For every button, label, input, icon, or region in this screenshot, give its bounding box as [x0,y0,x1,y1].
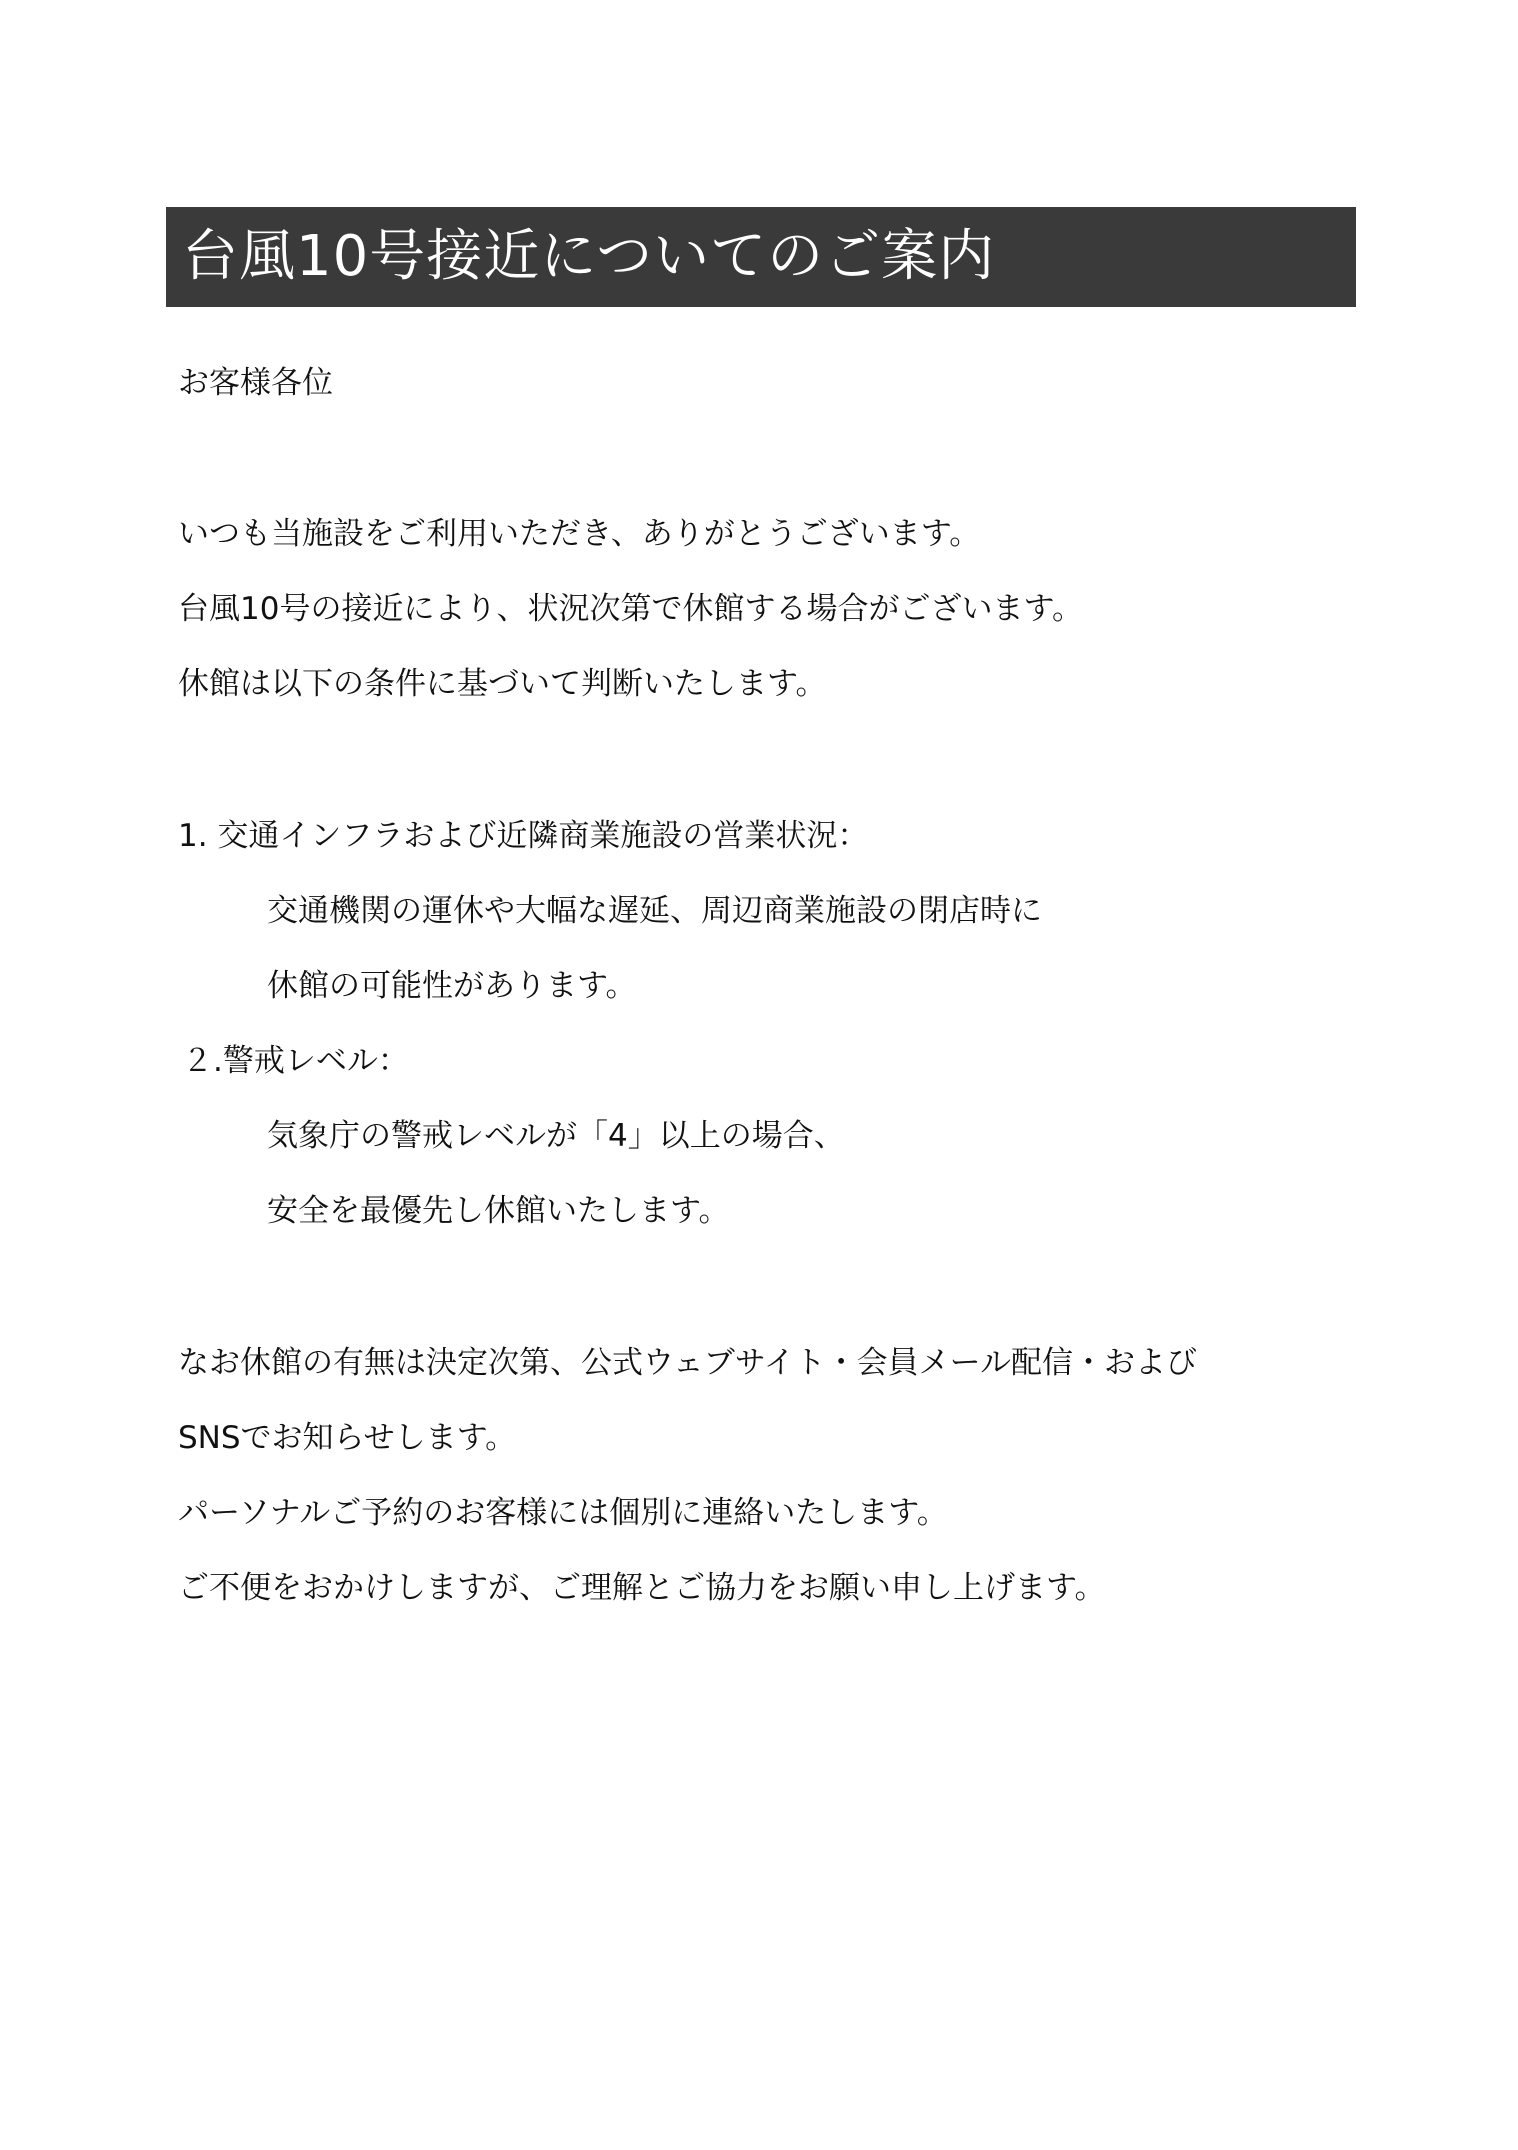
page-title: 台風10号接近についてのご案内 [182,224,996,289]
condition-1-heading: 1. 交通インフラおよび近隣商業施設の営業状況： [178,818,869,854]
closing-line-sns: SNSでお知らせします。 [178,1420,517,1456]
intro-line-criteria: 休館は以下の条件に基づいて判断いたします。 [178,666,827,702]
condition-2-heading: ２.警戒レベル： [182,1043,409,1079]
closing-line-announcement: なお休館の有無は決定次第、公式ウェブサイト・会員メール配信・および [178,1345,1197,1381]
intro-line-typhoon: 台風10号の接近により、状況次第で休館する場合がございます。 [178,591,1083,627]
title-bar [166,207,1356,307]
intro-line-thanks: いつも当施設をご利用いただき、ありがとうございます。 [178,516,981,552]
condition-2-detail-line: 安全を最優先し休館いたします。 [267,1193,730,1229]
salutation: お客様各位 [178,365,333,401]
closing-line-personal: パーソナルご予約のお客様には個別に連絡いたします。 [178,1495,948,1531]
condition-1-detail-line: 休館の可能性があります。 [267,968,637,1004]
condition-1-detail-line: 交通機関の運休や大幅な遅延、周辺商業施設の閉店時に [267,893,1042,929]
condition-2-detail-line: 気象庁の警戒レベルが「4」以上の場合、 [267,1118,845,1154]
closing-line-apology: ご不便をおかけしますが、ご理解とご協力をお願い申し上げます。 [178,1570,1106,1606]
